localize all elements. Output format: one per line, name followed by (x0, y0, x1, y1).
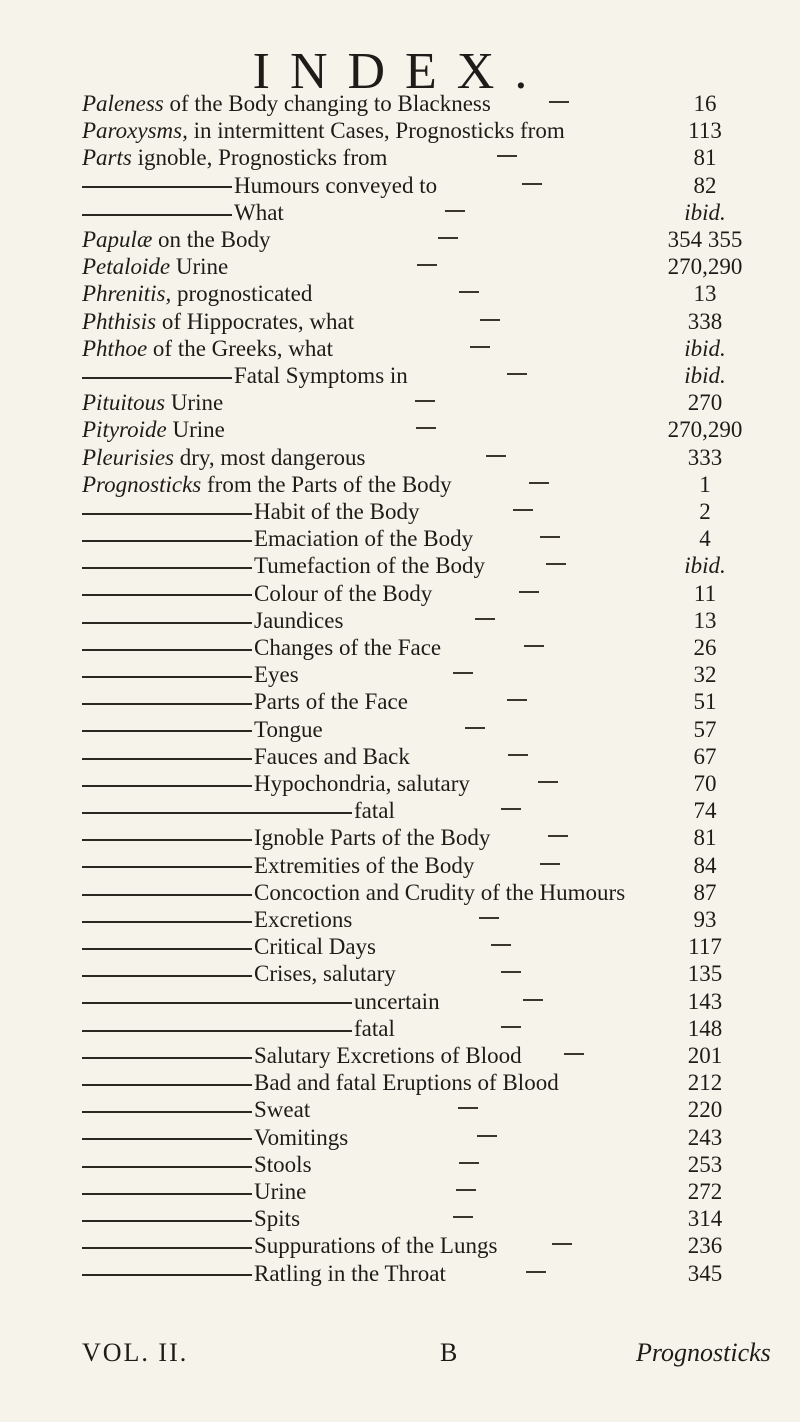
entry-description: prognosticated (171, 281, 313, 307)
index-entry (0, 852, 800, 880)
leader-dash (479, 917, 499, 919)
entry-description: ignoble, Prognosticks from (131, 145, 388, 171)
index-entry (0, 688, 800, 716)
entry-text (82, 770, 470, 798)
entry-description: Critical Days (254, 934, 376, 960)
ditto-dash (82, 1138, 252, 1140)
entry-description: Crises, salutary (254, 961, 396, 987)
leader-dash (513, 509, 533, 511)
entry-heading: Prognosticks (82, 471, 202, 497)
leader-dash (519, 591, 539, 593)
page-footer (0, 1338, 800, 1374)
ditto-dash (82, 567, 252, 569)
entry-text (82, 416, 225, 444)
page-title: INDEX. (252, 43, 548, 100)
page-number: 51 (693, 689, 717, 715)
leader-dash (453, 1216, 473, 1218)
page-number: 2 (699, 499, 711, 524)
page-number: 345 (687, 1260, 723, 1286)
index-entry (0, 1124, 800, 1152)
entry-description: Tongue (254, 716, 323, 742)
entry-description: Ratling in the Throat (254, 1260, 446, 1286)
entry-description: Ignoble Parts of the Body (254, 825, 491, 851)
ditto-dash (82, 839, 252, 841)
ditto-dash (82, 758, 252, 760)
page-number: 113 (688, 118, 722, 144)
ditto-dash (82, 377, 232, 379)
index-entry (0, 1151, 800, 1179)
entry-description: Stools (254, 1151, 312, 1177)
page-number: ibid. (684, 553, 726, 579)
entry-description: Habit of the Body (254, 499, 420, 524)
ditto-dash (82, 975, 252, 977)
leader-dash (538, 781, 558, 783)
leader-dash (497, 155, 517, 157)
entry-description: Jaundices (254, 607, 344, 633)
leader-dash (508, 754, 528, 756)
ditto-dash (82, 1247, 252, 1249)
index-entry (0, 280, 800, 308)
ditto-dash (82, 948, 252, 950)
page-number: ibid. (684, 199, 726, 225)
entry-description: uncertain (354, 988, 440, 1014)
leader-dash (501, 1026, 521, 1028)
index-entry (0, 335, 800, 363)
entry-description: Urine (170, 254, 229, 280)
index-entry (0, 824, 800, 852)
entry-text (82, 580, 432, 608)
entry-description: Fatal Symptoms in (234, 363, 408, 388)
entry-description: Humours conveyed to (234, 172, 438, 198)
entry-text (82, 253, 228, 281)
leader-dash (526, 1271, 546, 1273)
index-entry (0, 770, 800, 798)
entry-description: Tumefaction of the Body (254, 553, 486, 579)
entry-text (82, 1178, 306, 1206)
ditto-dash (82, 214, 232, 216)
entry-text (82, 1260, 446, 1288)
entry-text (82, 226, 270, 254)
entry-description: Suppurations of the Lungs (254, 1233, 498, 1259)
page-number: 13 (693, 281, 717, 307)
index-entry (0, 661, 800, 689)
leader-dash (459, 1162, 479, 1164)
ditto-dash (82, 812, 352, 814)
page-number: 338 (687, 308, 723, 334)
entry-text (82, 824, 490, 852)
volume-label: VOL. II. (82, 1338, 189, 1367)
entry-text (82, 607, 343, 635)
entry-text (82, 308, 354, 336)
page-number: 314 (687, 1206, 723, 1232)
ditto-dash (82, 894, 252, 896)
leader-dash (552, 1243, 572, 1245)
ditto-dash (82, 866, 252, 868)
index-entry (0, 634, 800, 662)
page-number: 26 (693, 635, 717, 660)
entry-text (82, 552, 485, 580)
index-entry (0, 525, 800, 553)
ditto-dash (82, 1193, 252, 1195)
page-number: 11 (693, 580, 717, 606)
entry-description: Parts of the Face (254, 689, 408, 715)
entry-description: Spits (254, 1206, 301, 1232)
page-number: 253 (687, 1151, 723, 1177)
leader-dash (529, 482, 549, 484)
ditto-dash (82, 186, 232, 188)
page-number: 74 (693, 798, 717, 824)
ditto-dash (82, 703, 252, 705)
entry-description: of the Greeks, what (147, 335, 334, 361)
index-entry (0, 906, 800, 934)
leader-dash (548, 835, 568, 837)
leader-dash (564, 1053, 584, 1055)
entry-text (82, 906, 352, 934)
leader-dash (507, 699, 527, 701)
entry-text (82, 117, 565, 145)
entry-text (82, 498, 419, 526)
page-number: 1 (699, 471, 711, 497)
page-number: 67 (693, 743, 717, 769)
leader-dash (549, 101, 569, 103)
entry-description: on the Body (152, 227, 271, 252)
leader-dash (465, 727, 485, 729)
page-number: 270 (687, 390, 723, 416)
ditto-dash (82, 1166, 252, 1168)
ditto-dash (82, 649, 252, 651)
leader-dash (507, 373, 527, 375)
index-entry (0, 416, 800, 444)
entry-description: Bad and fatal Eruptions of Blood (254, 1070, 559, 1096)
page-number: 220 (687, 1097, 723, 1123)
page-number: 135 (687, 961, 723, 987)
page-number: 212 (687, 1070, 723, 1096)
entry-text (82, 444, 365, 472)
page-number: 354 355 (667, 227, 743, 252)
ditto-dash (82, 921, 252, 923)
page-number: 82 (693, 172, 717, 198)
leader-dash (540, 863, 560, 865)
entry-text (82, 960, 396, 988)
page-number: ibid. (684, 335, 726, 361)
page-number: 87 (693, 879, 717, 905)
index-entry (0, 988, 800, 1016)
entry-text (82, 199, 284, 227)
entry-text (82, 362, 408, 390)
leader-dash (523, 999, 543, 1001)
index-entry (0, 498, 800, 526)
entry-description: dry, most dangerous (174, 444, 366, 470)
page-number: 270,290 (667, 254, 743, 280)
index-entry (0, 552, 800, 580)
leader-dash (501, 971, 521, 973)
index-entry (0, 444, 800, 472)
entry-description: Sweat (254, 1097, 311, 1123)
leader-dash (453, 672, 473, 674)
index-entry (0, 389, 800, 417)
entry-description: Colour of the Body (254, 580, 433, 606)
entry-text (82, 1205, 300, 1233)
leader-dash (480, 319, 500, 321)
entry-text (82, 1069, 559, 1097)
index-entry (0, 362, 800, 390)
index-entry (0, 90, 800, 118)
leader-dash (416, 427, 436, 429)
entry-description: fatal (354, 798, 395, 824)
entry-text (82, 471, 452, 499)
index-entry (0, 1178, 800, 1206)
entry-text (82, 1042, 522, 1070)
index-entry (0, 1069, 800, 1097)
leader-dash (522, 183, 542, 185)
index-entry (0, 1042, 800, 1070)
entry-description: Urine (165, 390, 224, 416)
ditto-dash (82, 540, 252, 542)
index-entry (0, 226, 800, 254)
entry-text (82, 1096, 310, 1124)
page-number: 143 (687, 988, 723, 1014)
leader-dash (540, 536, 560, 538)
entry-description: Salutary Excretions of Blood (254, 1043, 522, 1068)
page-number: 81 (693, 825, 717, 851)
index-entry (0, 144, 800, 172)
page-number: 117 (688, 934, 722, 960)
entry-description: Extremities of the Body (254, 852, 475, 878)
entry-text (82, 525, 473, 553)
entry-heading: Phrenitis, (82, 281, 172, 307)
entry-text (82, 1124, 348, 1152)
page-number: 32 (693, 662, 717, 688)
ditto-dash (82, 1084, 252, 1086)
leader-dash (546, 563, 566, 565)
leader-dash (445, 210, 465, 212)
entry-text (82, 1015, 395, 1043)
entry-heading: Papulæ (82, 227, 153, 252)
index-entry (0, 580, 800, 608)
page-number: 201 (687, 1043, 723, 1068)
index-entry (0, 117, 800, 145)
index-entry (0, 716, 800, 744)
entry-heading: Phthoe (82, 335, 148, 361)
entry-description: Urine (166, 417, 225, 443)
leader-dash (470, 346, 490, 348)
entry-description: of the Body changing to Blackness (163, 91, 491, 116)
entry-text (82, 716, 323, 744)
entry-text (82, 1232, 497, 1260)
entry-text (82, 743, 410, 771)
leader-dash (456, 1189, 476, 1191)
index-entry (0, 199, 800, 227)
entry-description: Urine (254, 1179, 307, 1204)
index-entry (0, 308, 800, 336)
ditto-dash (82, 513, 252, 515)
entry-text (82, 797, 395, 825)
page-number: 57 (693, 716, 717, 742)
ditto-dash (82, 1111, 252, 1113)
index-entry (0, 1015, 800, 1043)
entry-text (82, 634, 441, 662)
index-entry (0, 797, 800, 825)
entry-text (82, 389, 223, 417)
leader-dash (438, 237, 458, 239)
entry-description: from the Parts of the Body (201, 471, 452, 497)
leader-dash (417, 264, 437, 266)
index-entry (0, 607, 800, 635)
entry-heading: Pityroide (82, 417, 167, 443)
entry-description: Excretions (254, 907, 353, 932)
page-number: ibid. (684, 363, 726, 388)
entry-text (82, 335, 333, 363)
leader-dash (491, 944, 511, 946)
entry-text (82, 144, 387, 172)
leader-dash (501, 808, 521, 810)
index-entry (0, 960, 800, 988)
ditto-dash (82, 785, 252, 787)
ditto-dash (82, 1002, 352, 1004)
page-number: 333 (687, 444, 723, 470)
catchword: Prognosticks (636, 1338, 771, 1367)
index-entry (0, 879, 800, 907)
entry-text (82, 661, 299, 689)
entry-description: Concoction and Crudity of the Humours (254, 879, 626, 905)
entry-text (82, 172, 437, 200)
leader-dash (458, 1107, 478, 1109)
index-entry (0, 933, 800, 961)
page-number: 236 (687, 1233, 723, 1259)
entry-text (82, 90, 491, 118)
leader-dash (475, 618, 495, 620)
entry-heading: Pleurisies (82, 444, 174, 470)
page-number: 148 (687, 1015, 723, 1041)
ditto-dash (82, 1030, 352, 1032)
index-entry (0, 1096, 800, 1124)
leader-dash (524, 645, 544, 647)
entry-description: Emaciation of the Body (254, 526, 474, 552)
leader-dash (459, 291, 479, 293)
index-entry (0, 253, 800, 281)
entry-description: Eyes (254, 662, 299, 688)
entry-description: in intermittent Cases, Prognosticks from (187, 118, 565, 144)
signature-mark: B (440, 1338, 458, 1367)
entry-heading: Parts (82, 145, 132, 171)
index-entry (0, 172, 800, 200)
page-number: 81 (693, 145, 717, 171)
leader-dash (477, 1135, 497, 1137)
page-number: 270,290 (667, 417, 743, 443)
index-entry (0, 743, 800, 771)
ditto-dash (82, 1274, 252, 1276)
leader-dash (486, 455, 506, 457)
entry-description: Hypochondria, salutary (254, 771, 470, 796)
entry-heading: Paroxysms, (82, 118, 188, 144)
ditto-dash (82, 594, 252, 596)
index-entry (0, 1260, 800, 1288)
page-number: 4 (699, 526, 711, 552)
page-number: 13 (693, 607, 717, 633)
entry-description: fatal (354, 1015, 395, 1041)
page-number: 70 (693, 771, 717, 796)
entry-heading: Paleness (82, 91, 164, 116)
entry-description: What (234, 199, 284, 225)
entry-description: Changes of the Face (254, 635, 442, 660)
ditto-dash (82, 622, 252, 624)
entry-text (82, 280, 312, 308)
page-number: 243 (687, 1124, 723, 1150)
entry-text (82, 988, 440, 1016)
entry-heading: Phthisis (82, 308, 157, 334)
ditto-dash (82, 1057, 252, 1059)
index-entry (0, 471, 800, 499)
ditto-dash (82, 730, 252, 732)
entry-text (82, 852, 474, 880)
entry-text (82, 1151, 312, 1179)
page-number: 84 (693, 852, 717, 878)
page-number: 93 (693, 907, 717, 932)
index-entry (0, 1205, 800, 1233)
entry-description: Fauces and Back (254, 743, 410, 769)
leader-dash (415, 400, 435, 402)
entry-text (82, 933, 376, 961)
ditto-dash (82, 1220, 252, 1222)
index-entry (0, 1232, 800, 1260)
page-number: 272 (687, 1179, 723, 1204)
entry-heading: Pituitous (82, 390, 166, 416)
page-number: 16 (693, 91, 717, 116)
entry-text (82, 879, 625, 907)
entry-description: Vomitings (254, 1124, 349, 1150)
entry-description: of Hippocrates, what (156, 308, 355, 334)
entry-heading: Petaloide (82, 254, 171, 280)
entry-text (82, 688, 408, 716)
ditto-dash (82, 676, 252, 678)
